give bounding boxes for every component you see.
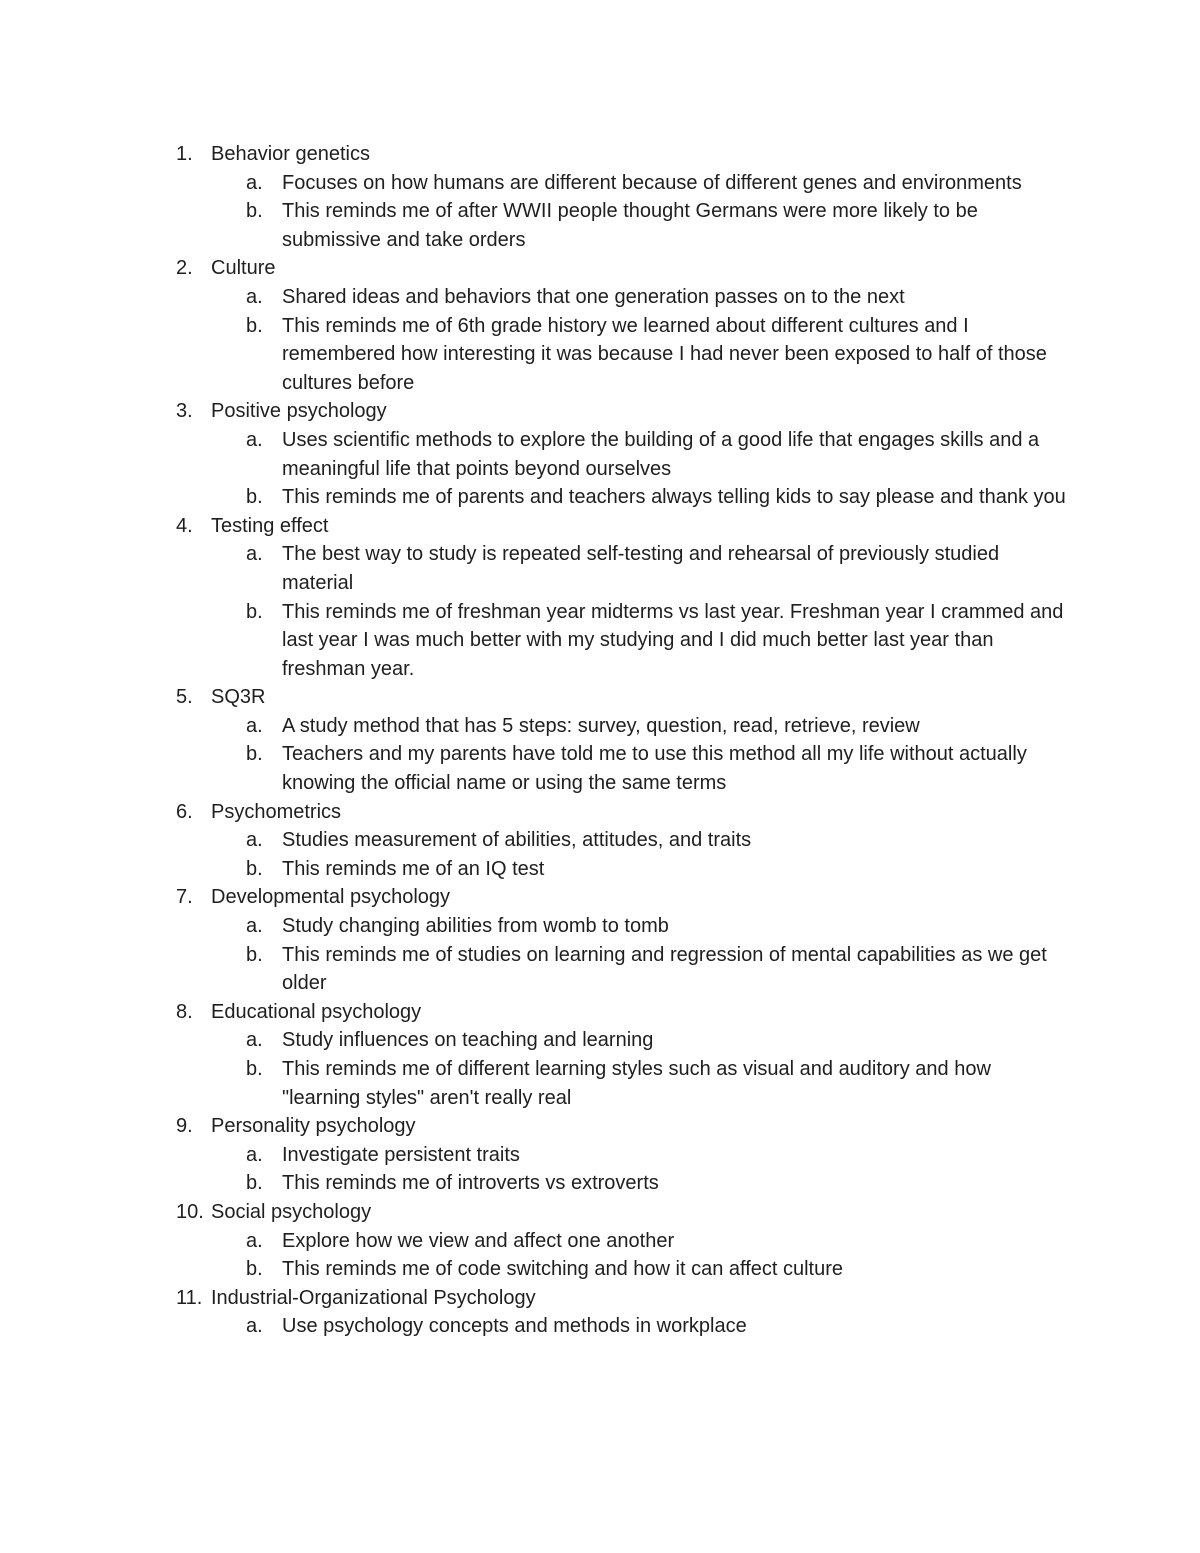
sub-letter: a.: [246, 1229, 263, 1252]
term-heading: [0, 1198, 1200, 1227]
sub-item: [0, 483, 1200, 512]
sub-text: Uses scientific methods to explore the building of a good life that engages skills and a meaningful life that points beyond ourselves: [282, 428, 1040, 480]
term-heading: [0, 883, 1200, 912]
sub-list: [0, 426, 1200, 512]
sub-item: [0, 941, 1200, 998]
list-item: [0, 1284, 1200, 1341]
sub-item: [0, 169, 1200, 198]
sub-item: [0, 426, 1200, 483]
term-label: Personality psychology: [211, 1115, 416, 1138]
notes-document: [0, 140, 1200, 1341]
sub-letter: a.: [246, 171, 263, 194]
sub-list: [0, 712, 1200, 798]
sub-item: [0, 1141, 1200, 1170]
sub-item: [0, 1026, 1200, 1055]
term-label: Developmental psychology: [211, 886, 451, 909]
sub-letter: b.: [246, 1058, 263, 1080]
list-item: [0, 512, 1200, 684]
list-item: [0, 1112, 1200, 1198]
sub-item: [0, 283, 1200, 312]
list-item: [0, 1198, 1200, 1284]
sub-item: [0, 740, 1200, 797]
list-item: [0, 140, 1200, 254]
sub-letter: a.: [246, 915, 263, 938]
sub-text: This reminds me of an IQ test: [282, 857, 545, 880]
term-heading: [0, 798, 1200, 827]
sub-item: [0, 598, 1200, 684]
term-label: Culture: [211, 257, 276, 280]
sub-list: [0, 1141, 1200, 1198]
sub-text: Teachers and my parents have told me to use this method all my life without actually knowing the official name or using the same terms: [282, 743, 1027, 795]
list-item: [0, 397, 1200, 511]
sub-text: This reminds me of studies on learning and regression of mental capabilities as we get older: [282, 943, 1047, 995]
term-label: Industrial-Organizational Psychology: [211, 1286, 536, 1309]
term-number: 10.: [176, 1200, 204, 1223]
term-heading: [0, 254, 1200, 283]
sub-item: [0, 1312, 1200, 1341]
term-number: 6.: [176, 800, 193, 823]
term-heading: [0, 998, 1200, 1027]
term-heading: [0, 512, 1200, 541]
term-number: 8.: [176, 1000, 193, 1023]
sub-text: Focuses on how humans are different because of different genes and environments: [282, 171, 1022, 194]
sub-item: [0, 855, 1200, 884]
sub-text: The best way to study is repeated self-testing and rehearsal of previously studied material: [282, 543, 1000, 594]
sub-text: This reminds me of 6th grade history we learned about different cultures and I remembered how interesting it was because I had never been exposed to half of those cultures before: [282, 314, 1047, 394]
sub-letter: a.: [246, 428, 263, 451]
sub-item: [0, 1055, 1200, 1112]
sub-letter: a.: [246, 285, 263, 308]
sub-letter: b.: [246, 600, 263, 623]
term-number: 5.: [176, 686, 193, 709]
list-item: [0, 683, 1200, 797]
sub-text: This reminds me of freshman year midterms vs last year. Freshman year I crammed and last year I was much better with my studying and I did much better last year than freshman year.: [282, 600, 1064, 680]
sub-letter: a.: [246, 714, 263, 737]
sub-letter: b.: [246, 314, 263, 337]
term-number: 4.: [176, 514, 193, 537]
list-item: [0, 998, 1200, 1112]
term-heading: [0, 1112, 1200, 1141]
sub-text: This reminds me of code switching and how it can affect culture: [282, 1258, 844, 1281]
sub-item: [0, 197, 1200, 254]
sub-text: Use psychology concepts and methods in workplace: [282, 1315, 747, 1338]
sub-text: Studies measurement of abilities, attitudes, and traits: [282, 829, 752, 852]
sub-list: [0, 169, 1200, 255]
sub-letter: b.: [246, 486, 263, 509]
term-label: Psychometrics: [211, 800, 342, 823]
sub-text: Explore how we view and affect one another: [282, 1229, 675, 1252]
sub-text: This reminds me of parents and teachers always telling kids to say please and thank you: [282, 486, 1066, 509]
sub-text: Study changing abilities from womb to tomb: [282, 915, 669, 938]
sub-text: Shared ideas and behaviors that one generation passes on to the next: [282, 285, 905, 308]
sub-item: [0, 912, 1200, 941]
term-heading: [0, 397, 1200, 426]
sub-list: [0, 1312, 1200, 1341]
sub-text: Investigate persistent traits: [282, 1143, 520, 1166]
term-heading: [0, 683, 1200, 712]
sub-item: [0, 1255, 1200, 1284]
sub-letter: a.: [246, 1029, 263, 1052]
sub-letter: b.: [246, 1258, 263, 1281]
sub-item: [0, 540, 1200, 597]
term-label: Behavior genetics: [211, 143, 370, 165]
term-heading: [0, 1284, 1200, 1313]
sub-text: This reminds me of different learning styles such as visual and auditory and how "learning styles" aren't really real: [282, 1058, 991, 1109]
term-number: 7.: [176, 886, 193, 909]
sub-text: This reminds me of after WWII people thought Germans were more likely to be submissive and take orders: [282, 200, 978, 251]
sub-list: [0, 1227, 1200, 1284]
sub-list: [0, 283, 1200, 397]
list-item: [0, 254, 1200, 397]
sub-letter: a.: [246, 543, 263, 566]
list-item: [0, 798, 1200, 884]
sub-letter: b.: [246, 857, 263, 880]
sub-letter: a.: [246, 829, 263, 852]
sub-item: [0, 1227, 1200, 1256]
term-label: SQ3R: [211, 686, 266, 709]
sub-list: [0, 540, 1200, 683]
sub-item: [0, 826, 1200, 855]
term-label: Educational psychology: [211, 1000, 422, 1023]
term-number: 3.: [176, 400, 193, 423]
sub-letter: b.: [246, 200, 263, 223]
sub-list: [0, 912, 1200, 998]
term-number: 11.: [176, 1286, 203, 1309]
term-label: Testing effect: [211, 514, 329, 537]
sub-item: [0, 712, 1200, 741]
sub-item: [0, 312, 1200, 398]
term-heading: [0, 140, 1200, 169]
sub-text: This reminds me of introverts vs extroverts: [282, 1172, 659, 1195]
sub-list: [0, 1026, 1200, 1112]
sub-text: Study influences on teaching and learning: [282, 1029, 654, 1052]
sub-letter: a.: [246, 1315, 263, 1338]
sub-text: A study method that has 5 steps: survey, question, read, retrieve, review: [282, 714, 920, 737]
list-item: [0, 883, 1200, 997]
sub-letter: b.: [246, 943, 263, 966]
term-number: 9.: [176, 1115, 193, 1138]
term-label: Social psychology: [211, 1200, 372, 1223]
term-number: 1.: [176, 143, 193, 165]
sub-list: [0, 826, 1200, 883]
sub-item: [0, 1169, 1200, 1198]
term-label: Positive psychology: [211, 400, 387, 423]
sub-letter: b.: [246, 743, 263, 766]
sub-letter: b.: [246, 1172, 263, 1195]
sub-letter: a.: [246, 1143, 263, 1166]
term-number: 2.: [176, 257, 193, 280]
